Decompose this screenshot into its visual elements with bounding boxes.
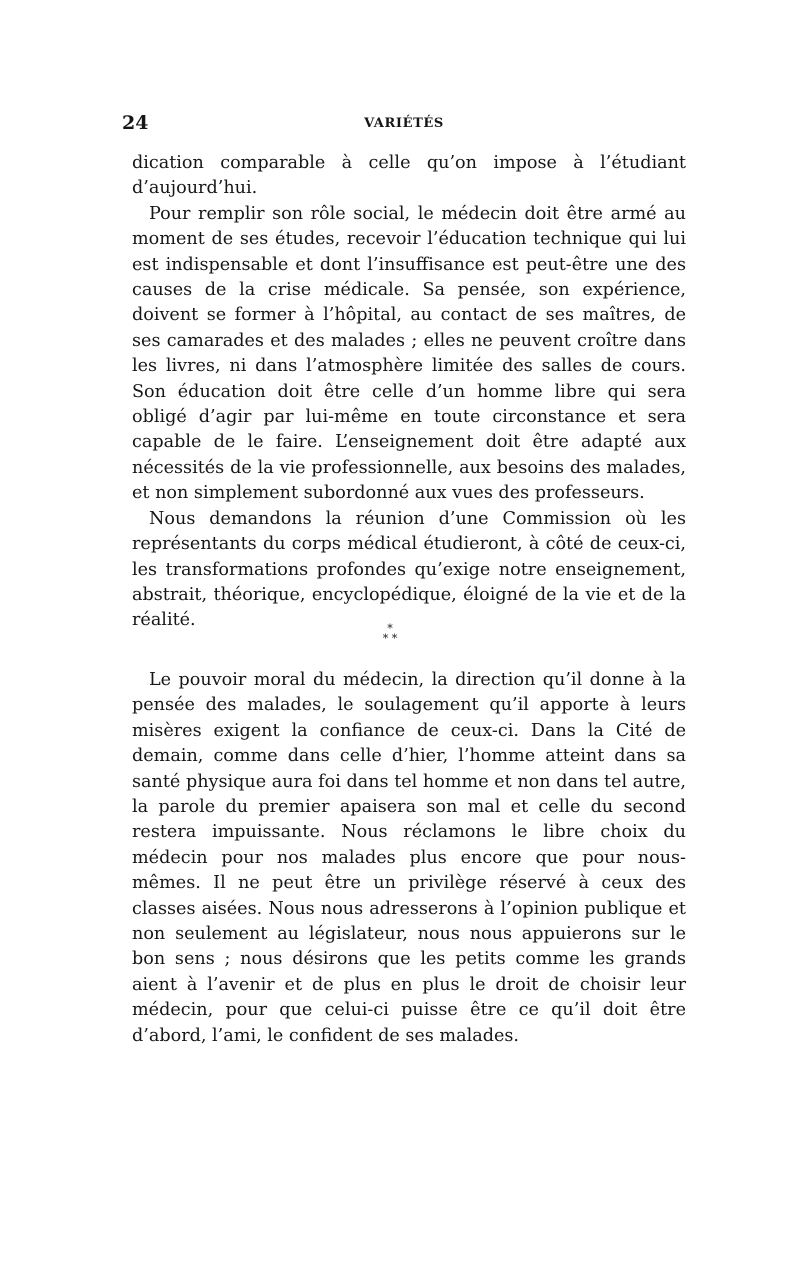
paragraph-moral-power: Le pouvoir moral du médecin, la direction qu’il donne à la pensée des malades, le soulagement qu’il apporte à leurs misères exigent la confiance de ceux-ci. Dans la Cité de demain, comme dans celle d’hier, l’homme atteint dans sa santé physique aura foi dans tel homme et non dans tel autre, la parole du premier apaisera son mal et celle du second restera impuissante. Nous réclamons le libre choix du médecin pour nos malades plus encore que pour nous-mêmes. Il ne peut être un privilège réservé à ceux des classes aisées. Nous nous adresserons à l’opinion publique et non seulement au législateur, nous nous appuierons sur le bon sens ; nous désirons que les petits comme les grands aient à l’avenir et de plus en plus le droit de choisir leur médecin, pour que celui-ci puisse être ce qu’il doit être d’abord, l’ami, le confident de ses malades.: [132, 670, 686, 1046]
paragraph-continuation: dication comparable à celle qu’on impose à l’étudiant d’aujourd’hui.: [132, 153, 686, 199]
paragraph-commission: Nous demandons la réunion d’une Commission où les représentants du corps médical étudieront, à côté de ceux-ci, les transformations profondes qu’exige notre enseignement, abstrait, théorique, encyclopédique, éloigné de la vie et de la réalité.: [132, 508, 686, 631]
running-title: VARIÉTÉS: [364, 116, 444, 131]
asterism-bottom: * *: [382, 632, 398, 645]
section-separator-asterism: [360, 624, 420, 650]
running-head: [122, 112, 686, 138]
section-1-text: [132, 151, 686, 634]
page-number: 24: [122, 112, 149, 134]
asterism-top: *: [387, 622, 393, 635]
section-2-text: [132, 668, 686, 1049]
paragraph-social-role: Pour remplir son rôle social, le médecin doit être armé au moment de ses études, recevoir l’éducation technique qui lui est indispensable et dont l’insuffisance est peut-être une des causes de la crise médicale. Sa pensée, son expérience, doivent se former à l’hôpital, au contact de ses maîtres, de ses camarades et des malades ; elles ne peuvent croître dans les livres, ni dans l’atmosphère limitée des salles de cours. Son éducation doit être celle d’un homme libre qui sera obligé d’agir par lui-même en toute circonstance et sera capable de le faire. L’enseignement doit être adapté aux nécessités de la vie professionnelle, aux besoins des malades, et non simplement subordonné aux vues des professeurs.: [132, 203, 686, 504]
